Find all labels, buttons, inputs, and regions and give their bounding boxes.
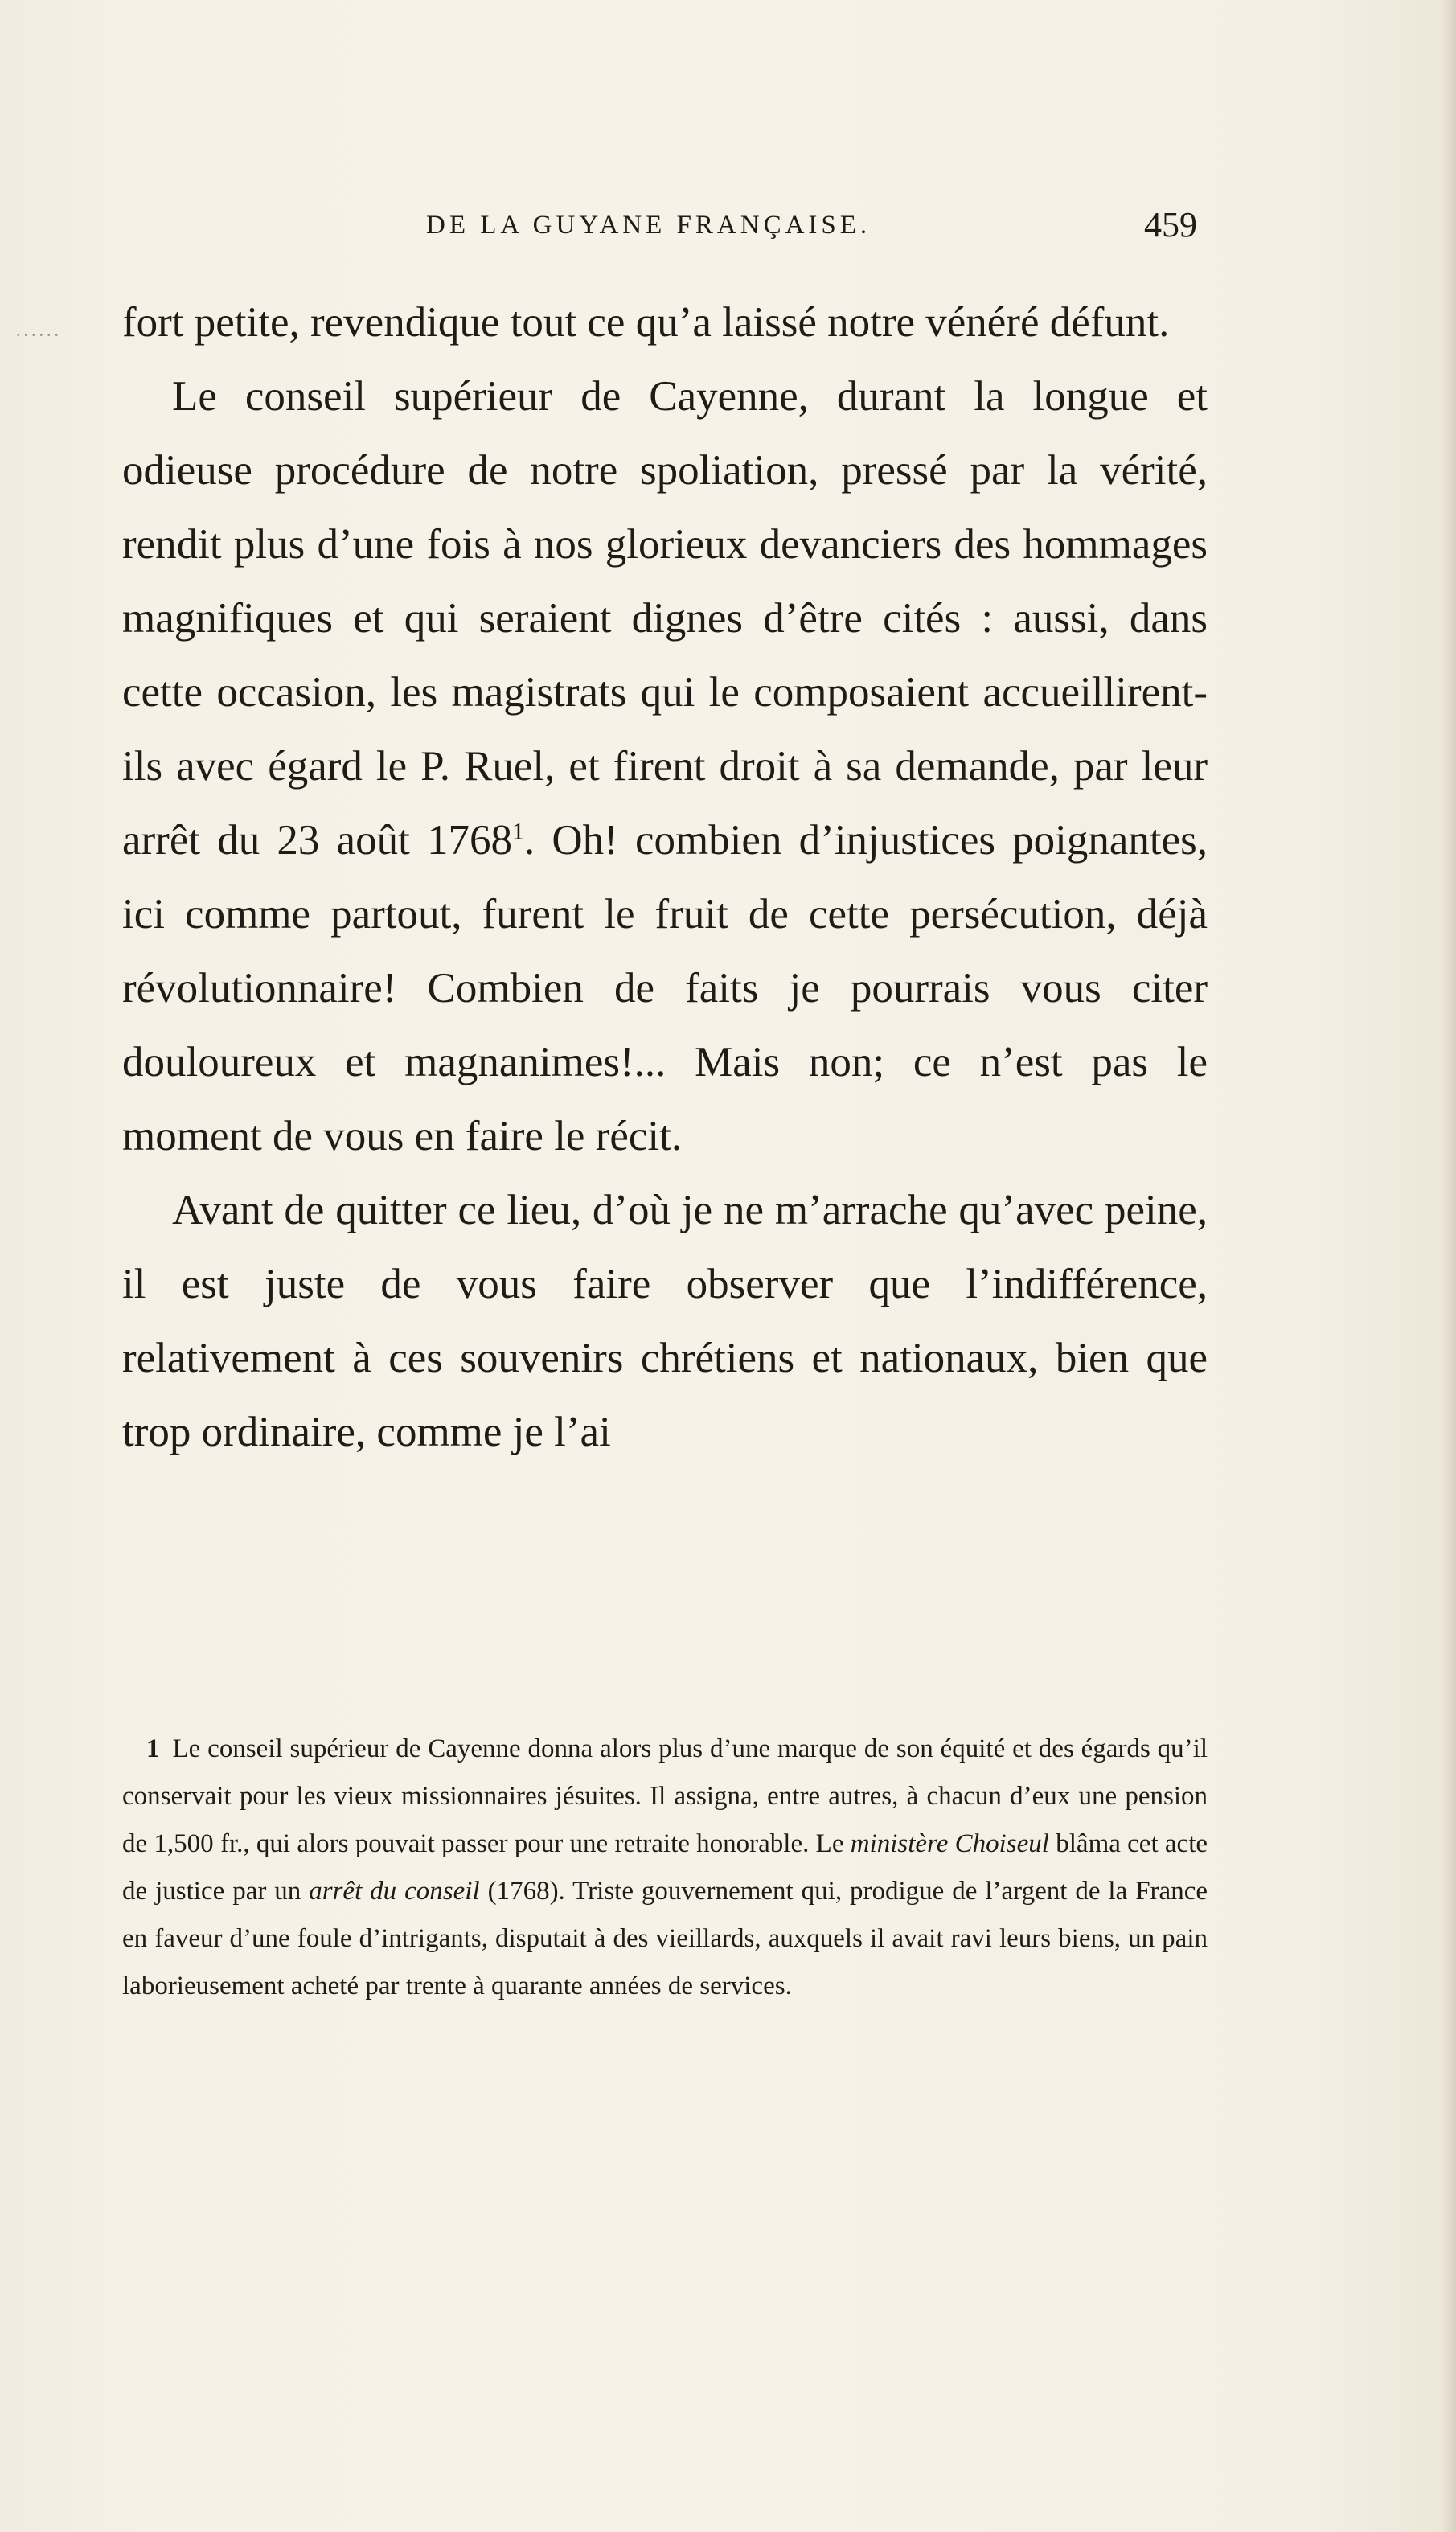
footnote-text-2: blâma cet acte de justice par un — [122, 1829, 1208, 1906]
footnote-text-1: Le conseil supérieur de Cayenne donna alors plus d’une marque de son équité et des égards qu’il conservait pour les vieux missionnaires jésuites. Il assigna, entre autres, à chacun d’eux une pension de 1,500 fr., qui alors pouvait passer pour une retraite honorable. Le — [122, 1734, 1208, 1858]
paragraph-1: fort petite, revendique tout ce qu’a laissé notre vénéré défunt. — [122, 299, 1170, 346]
footnote — [122, 1726, 1208, 2010]
running-header: DE LA GUYANE FRANÇAISE. — [426, 211, 872, 240]
footnote-italic-1: ministère Choiseul — [850, 1829, 1049, 1858]
paragraph-2 — [122, 359, 1208, 1173]
page-edge-shadow — [1442, 0, 1456, 2532]
leader-dots: ...... — [16, 320, 62, 340]
body-text — [122, 285, 1208, 1469]
footnote-italic-2: arrêt du conseil — [309, 1877, 480, 1906]
footnote-reference: 1 — [511, 818, 524, 845]
footnote-text-3: (1768). Triste gouvernement qui, prodigue de l’argent de la France en faveur d’une foule d’intrigants, disputait à des vieillards, auxquels il avait ravi leurs biens, un pain laborieusement acheté par trente à quarante années de services. — [122, 1877, 1208, 2001]
paragraph-2-text-b: . Oh! combien d’injustices poignantes, ici comme partout, furent le fruit de cette persécution, déjà révolutionnaire! Combien de faits je pourrais vous citer douloureux et magnanimes!... Mais non; ce n’est pas le moment de vous en faire le récit. — [122, 817, 1208, 1159]
paragraph-3: Avant de quitter ce lieu, d’où je ne m’arrache qu’avec peine, il est juste de vous faire observer que l’indifférence, relativement à ces souvenirs chrétiens et nationaux, bien que trop ordinaire, comme je l’ai — [122, 1187, 1208, 1455]
page-number: 459 — [1144, 205, 1197, 244]
footnote-marker: 1 — [146, 1734, 160, 1763]
paragraph-2-text-a: Le conseil supérieur de Cayenne, durant la longue et odieuse procédure de notre spoliation, pressé par la vérité, rendit plus d’une fois à nos glorieux devanciers des hommages magnifiques et qui seraient dignes d’être cités : aussi, dans cette occasion, les magistrats qui le composaient accueillirent-ils avec égard le P. Ruel, et firent droit à sa demande, par leur arrêt du 23 août 1768 — [122, 373, 1208, 864]
